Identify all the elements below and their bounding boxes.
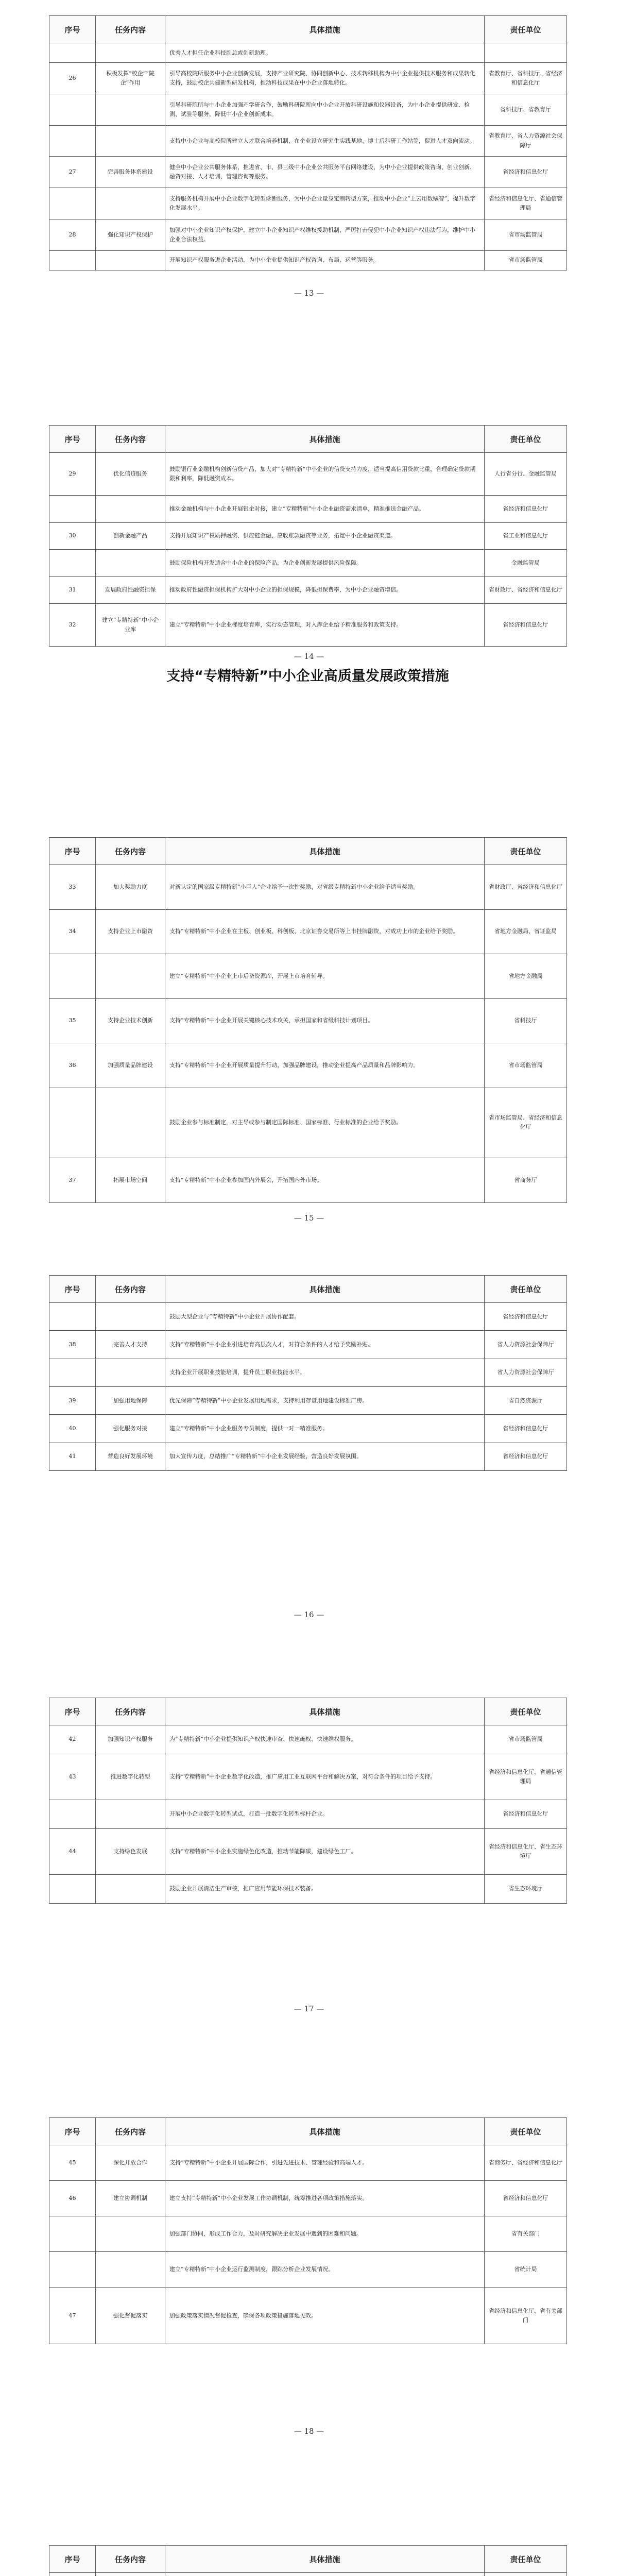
row-number: 45 — [49, 2145, 96, 2181]
measure-text: 支持“专精特新”中小企业数字化改造，推广应用工业互联网平台和解决方案，对符合条件的项目给予支持。 — [165, 1754, 485, 1800]
header-task: 任务内容 — [96, 1276, 165, 1303]
row-number — [49, 43, 96, 63]
responsible-unit: 省经济和信息化厅 — [485, 496, 567, 522]
row-number — [49, 2573, 96, 2576]
row-number — [49, 1800, 96, 1828]
responsible-unit: 省市场监管局 — [485, 219, 567, 250]
task-content — [96, 496, 165, 522]
row-number: 29 — [49, 453, 96, 496]
responsible-unit: 省市场监管局 — [485, 1725, 567, 1754]
responsible-unit: 金融监管局 — [485, 549, 567, 576]
measure-text: 支持“专精特新”中小企业开展国际合作，引进先进技术、管理经验和高端人才。 — [165, 2145, 485, 2181]
header-task: 任务内容 — [96, 426, 165, 453]
task-content — [96, 2216, 165, 2252]
responsible-unit: 省经济和信息化厅 — [485, 1800, 567, 1828]
header-task: 任务内容 — [96, 2546, 165, 2573]
measures-table — [49, 425, 567, 647]
row-number: 42 — [49, 1725, 96, 1754]
measure-text: 鼓励大型企业与“专精特新”中小企业开展协作配套。 — [165, 1303, 485, 1331]
table-row — [49, 1303, 567, 1331]
responsible-unit: 省财政厅、省经济和信息化厅 — [485, 865, 567, 910]
row-number — [49, 954, 96, 999]
row-number — [49, 94, 96, 126]
task-content: 建立协调机制 — [96, 2181, 165, 2216]
measure-text: 对新认定的国家级专精特新“小巨人”企业给予一次性奖励，对省级专精特新中小企业给予适当奖励。 — [165, 865, 485, 910]
table-row — [49, 2573, 567, 2576]
row-number — [49, 250, 96, 270]
measures-table — [49, 1275, 567, 1471]
responsible-unit: 省商务厅、省经济和信息化厅 — [485, 2145, 567, 2181]
header-no: 序号 — [49, 838, 96, 865]
responsible-unit: 省工业和信息化厅 — [485, 522, 567, 549]
row-number: 43 — [49, 1754, 96, 1800]
table-row — [49, 954, 567, 999]
measure-text: 支持“专精特新”中小企业引进培育高层次人才，对符合条件的人才给予奖励补贴。 — [165, 1331, 485, 1359]
measures-table — [49, 837, 567, 1203]
task-content: 营造良好发展环境 — [96, 1443, 165, 1470]
section-title: 支持“专精特新”中小企业高质量发展政策措施 — [166, 668, 449, 684]
page-number: — 17 — — [294, 2004, 324, 2013]
row-number: 31 — [49, 577, 96, 603]
table-row — [49, 1754, 567, 1800]
table-row — [49, 909, 567, 954]
measure-text: 为“专精特新”中小企业提供知识产权快速审查、快速确权、快速维权服务。 — [165, 1725, 485, 1754]
table-row — [49, 2216, 567, 2252]
responsible-unit: 省有关部门 — [485, 2216, 567, 2252]
measure-text: 鼓励企业参与标准制定，对主导或参与制定国际标准、国家标准、行业标准的企业给予奖励。 — [165, 1088, 485, 1158]
task-content — [96, 1874, 165, 1903]
row-number: 41 — [49, 1443, 96, 1470]
measure-text: 建立支持“专精特新”中小企业发展工作协调机制，统筹推进各项政策措施落实。 — [165, 2181, 485, 2216]
header-task: 任务内容 — [96, 1698, 165, 1725]
measure-text: 建立“专精特新”中小企业上市后备资源库，开展上市培育辅导。 — [165, 954, 485, 999]
measure-text: 引导科研院所与中小企业加强产学研合作，鼓励科研院所向中小企业开放科研设施和仪器设备，为中小企业提供研发、检测、试验等服务，降低中小企业创新成本。 — [165, 94, 485, 126]
row-number — [49, 1303, 96, 1331]
measure-text: 支持中小企业与高校院所建立人才联合培养机制，在企业设立研究生实践基地、博士后科研工作站等，促进人才双向流动。 — [165, 125, 485, 157]
responsible-unit: 省经济和信息化厅 — [485, 1303, 567, 1331]
responsible-unit: 省经济和信息化厅、省生态环境厅 — [485, 1829, 567, 1875]
table-row — [49, 2287, 567, 2344]
responsible-unit: 省地方金融局、省证监局 — [485, 909, 567, 954]
table-row — [49, 2252, 567, 2287]
measures-table — [49, 15, 567, 270]
task-content: 强化督促落实 — [96, 2287, 165, 2344]
page-number: — 14 — — [294, 652, 324, 661]
measure-text: 鼓励保险机构开发适合中小企业的保险产品，为企业创新发展提供风险保障。 — [165, 549, 485, 576]
header-no: 序号 — [49, 16, 96, 43]
table-row — [49, 94, 567, 126]
row-number — [49, 1874, 96, 1903]
table-row — [49, 1829, 567, 1875]
header-measure: 具体措施 — [165, 426, 485, 453]
measure-text — [165, 2573, 485, 2576]
responsible-unit: 省人力资源社会保障厅 — [485, 1359, 567, 1386]
table-row — [49, 577, 567, 603]
header-no: 序号 — [49, 426, 96, 453]
row-number: 27 — [49, 157, 96, 188]
task-content — [96, 188, 165, 219]
table-row — [49, 1386, 567, 1414]
table-row — [49, 43, 567, 63]
measure-text: 建立“专精特新”中小企业服务专员制度，提供一对一精准服务。 — [165, 1415, 485, 1443]
measure-text: 推动政府性融资担保机构扩大对中小企业的担保规模，降低担保费率，为中小企业融资增信。 — [165, 577, 485, 603]
task-content: 拓展市场空间 — [96, 1158, 165, 1203]
row-number: 32 — [49, 603, 96, 646]
task-content — [96, 43, 165, 63]
measure-text: 加强部门协同，形成工作合力，及时研究解决企业发展中遇到的困难和问题。 — [165, 2216, 485, 2252]
measure-text: 支持“专精特新”中小企业开展质量提升行动，加强品牌建设，推动企业提高产品质量和品牌影响力。 — [165, 1043, 485, 1088]
measure-text: 支持服务机构开展中小企业数字化转型诊断服务，为中小企业量身定制转型方案，推动中小企业“上云用数赋智”，提升数字化发展水平。 — [165, 188, 485, 219]
measure-text: 支持“专精特新”中小企业开展关键核心技术攻关，承担国家和省级科技计划项目。 — [165, 998, 485, 1043]
measure-text: 优秀人才担任企业科技副总或创新助理。 — [165, 43, 485, 63]
task-content — [96, 1359, 165, 1386]
responsible-unit: 人行省分行、金融监管局 — [485, 453, 567, 496]
responsible-unit: 省教育厅、省人力资源社会保障厅 — [485, 125, 567, 157]
measure-text: 支持开展知识产权质押融资、供应链金融、应收账款融资等业务，拓宽中小企业融资渠道。 — [165, 522, 485, 549]
header-task: 任务内容 — [96, 16, 165, 43]
table-row — [49, 125, 567, 157]
row-number — [49, 125, 96, 157]
responsible-unit: 省自然资源厅 — [485, 1386, 567, 1414]
row-number: 44 — [49, 1829, 96, 1875]
row-number: 37 — [49, 1158, 96, 1203]
row-number: 47 — [49, 2287, 96, 2344]
table-row — [49, 250, 567, 270]
table-header-row — [49, 1698, 567, 1725]
responsible-unit: 省生态环境厅 — [485, 1874, 567, 1903]
table-row — [49, 1800, 567, 1828]
task-content: 加强质量品牌建设 — [96, 1043, 165, 1088]
task-content — [96, 2573, 165, 2576]
task-content: 支持企业上市融资 — [96, 909, 165, 954]
responsible-unit: 省经济和信息化厅 — [485, 1415, 567, 1443]
task-content: 加强用地保障 — [96, 1386, 165, 1414]
table-header-row — [49, 838, 567, 865]
measure-text: 支持“专精特新”中小企业参加国内外展会，开拓国内外市场。 — [165, 1158, 485, 1203]
responsible-unit: 省市场监管局、省经济和信息化厅 — [485, 1088, 567, 1158]
table-row — [49, 453, 567, 496]
measure-text: 推动金融机构与中小企业开展银企对接，建立“专精特新”中小企业融资需求清单，精准推送金融产品。 — [165, 496, 485, 522]
table-row — [49, 1415, 567, 1443]
header-measure: 具体措施 — [165, 1276, 485, 1303]
header-unit: 责任单位 — [485, 426, 567, 453]
table-header-row — [49, 2118, 567, 2145]
measure-text: 加强政策落实情况督促检查，确保各项政策措施落地见效。 — [165, 2287, 485, 2344]
row-number — [49, 188, 96, 219]
task-content: 强化服务对接 — [96, 1415, 165, 1443]
header-task: 任务内容 — [96, 2118, 165, 2145]
responsible-unit: 省经济和信息化厅、省有关部门 — [485, 2287, 567, 2344]
table-header-row — [49, 2546, 567, 2573]
task-content — [96, 2252, 165, 2287]
header-measure: 具体措施 — [165, 2546, 485, 2573]
table-row — [49, 219, 567, 250]
measure-text: 建立“专精特新”中小企业运行监测制度，跟踪分析企业发展情况。 — [165, 2252, 485, 2287]
header-unit: 责任单位 — [485, 1698, 567, 1725]
header-task: 任务内容 — [96, 838, 165, 865]
task-content: 加大奖励力度 — [96, 865, 165, 910]
table-row — [49, 549, 567, 576]
header-no: 序号 — [49, 1698, 96, 1725]
table-row — [49, 865, 567, 910]
row-number — [49, 549, 96, 576]
row-number: 39 — [49, 1386, 96, 1414]
table-header-row — [49, 16, 567, 43]
responsible-unit: 省市场监管局 — [485, 1043, 567, 1088]
measure-text: 健全中小企业公共服务体系，推进省、市、县三级中小企业公共服务平台网络建设，为中小企业提供政策咨询、创业创新、融资对接、人才培训、管理咨询等服务。 — [165, 157, 485, 188]
row-number: 33 — [49, 865, 96, 910]
header-no: 序号 — [49, 1276, 96, 1303]
header-unit: 责任单位 — [485, 2118, 567, 2145]
table-row — [49, 998, 567, 1043]
table-row — [49, 1331, 567, 1359]
responsible-unit: 省地方金融局 — [485, 954, 567, 999]
table-header-row — [49, 1276, 567, 1303]
task-content: 加强知识产权服务 — [96, 1725, 165, 1754]
header-unit: 责任单位 — [485, 1276, 567, 1303]
measure-text: 支持“专精特新”中小企业在主板、创业板、科创板、北京证券交易所等上市挂牌融资，对成功上市的企业给予奖励。 — [165, 909, 485, 954]
task-content — [96, 1800, 165, 1828]
table-row — [49, 1043, 567, 1088]
task-content: 深化开放合作 — [96, 2145, 165, 2181]
table-row — [49, 1443, 567, 1470]
header-measure: 具体措施 — [165, 838, 485, 865]
page-number: — 18 — — [294, 2427, 324, 2436]
responsible-unit: 省经济和信息化厅、省通信管理局 — [485, 188, 567, 219]
measure-text: 鼓励企业开展清洁生产审核，推广应用节能环保技术装备。 — [165, 1874, 485, 1903]
table-row — [49, 1725, 567, 1754]
table-row — [49, 1088, 567, 1158]
responsible-unit: 省财政厅、省经济和信息化厅 — [485, 577, 567, 603]
table-row — [49, 157, 567, 188]
responsible-unit: 省经济和信息化厅 — [485, 157, 567, 188]
measure-text: 引导高校院所服务中小企业创新发展，支持产业研究院、协同创新中心、技术转移机构为中小企业提供技术服务和成果转化支持，鼓励校企共建新型研发机构，推动科技成果在中小企业落地转化。 — [165, 63, 485, 94]
responsible-unit: 省经济和信息化厅 — [485, 2181, 567, 2216]
row-number: 30 — [49, 522, 96, 549]
row-number — [49, 496, 96, 522]
measure-text: 鼓励银行业金融机构创新信贷产品，加大对“专精特新”中小企业的信贷支持力度，适当提高信用贷款比重，合理确定贷款期限和利率，降低融资成本。 — [165, 453, 485, 496]
measure-text: 加大宣传力度，总结推广“专精特新”中小企业发展经验，营造良好发展氛围。 — [165, 1443, 485, 1470]
table-row — [49, 1874, 567, 1903]
task-content — [96, 1303, 165, 1331]
task-content — [96, 954, 165, 999]
measure-text: 开展知识产权服务进企业活动，为中小企业提供知识产权咨询、布局、运营等服务。 — [165, 250, 485, 270]
responsible-unit: 省经济和信息化厅、省通信管理局 — [485, 1754, 567, 1800]
responsible-unit: 省教育厅、省科技厅、省经济和信息化厅 — [485, 63, 567, 94]
header-measure: 具体措施 — [165, 16, 485, 43]
measure-text: 开展中小企业数字化转型试点，打造一批数字化转型标杆企业。 — [165, 1800, 485, 1828]
row-number: 34 — [49, 909, 96, 954]
table-row — [49, 63, 567, 94]
row-number — [49, 2252, 96, 2287]
row-number — [49, 1088, 96, 1158]
measure-text: 支持企业开展职业技能培训，提升员工职业技能水平。 — [165, 1359, 485, 1386]
table-row — [49, 522, 567, 549]
header-unit: 责任单位 — [485, 16, 567, 43]
header-measure: 具体措施 — [165, 1698, 485, 1725]
task-content: 完善服务体系建设 — [96, 157, 165, 188]
table-header-row — [49, 426, 567, 453]
row-number — [49, 2216, 96, 2252]
header-no: 序号 — [49, 2546, 96, 2573]
responsible-unit: 省商务厅 — [485, 1158, 567, 1203]
measure-text: 优先保障“专精特新”中小企业发展用地需求，支持利用存量用地建设标准厂房。 — [165, 1386, 485, 1414]
measure-text: 建立“专精特新”中小企业梯度培育库，实行动态管理，对入库企业给予精准服务和政策支持。 — [165, 603, 485, 646]
responsible-unit — [485, 43, 567, 63]
row-number: 40 — [49, 1415, 96, 1443]
table-row — [49, 496, 567, 522]
table-row — [49, 2181, 567, 2216]
table-row — [49, 2145, 567, 2181]
table-row — [49, 1359, 567, 1386]
table-row — [49, 603, 567, 646]
task-content: 优化信贷服务 — [96, 453, 165, 496]
row-number: 36 — [49, 1043, 96, 1088]
task-content: 完善人才支持 — [96, 1331, 165, 1359]
task-content: 推进数字化转型 — [96, 1754, 165, 1800]
measure-text: 加强对中小企业知识产权保护，建立中小企业知识产权维权援助机制，严厉打击侵犯中小企业知识产权违法行为，维护中小企业合法权益。 — [165, 219, 485, 250]
task-content — [96, 549, 165, 576]
task-content: 积极发挥“校企”“院企”作用 — [96, 63, 165, 94]
row-number — [49, 1359, 96, 1386]
measures-table — [49, 2545, 567, 2576]
table-row — [49, 188, 567, 219]
task-content: 支持绿色发展 — [96, 1829, 165, 1875]
responsible-unit: 省统计局 — [485, 2252, 567, 2287]
task-content — [96, 94, 165, 126]
page-number: — 16 — — [294, 1610, 324, 1619]
responsible-unit: 省经济和信息化厅 — [485, 1443, 567, 1470]
task-content: 支持企业技术创新 — [96, 998, 165, 1043]
header-measure: 具体措施 — [165, 2118, 485, 2145]
responsible-unit: 省经济和信息化厅 — [485, 603, 567, 646]
measures-table — [49, 2117, 567, 2344]
table-row — [49, 1158, 567, 1203]
responsible-unit: 省科技厅、省教育厅 — [485, 94, 567, 126]
row-number: 35 — [49, 998, 96, 1043]
task-content — [96, 1088, 165, 1158]
header-no: 序号 — [49, 2118, 96, 2145]
row-number: 38 — [49, 1331, 96, 1359]
responsible-unit: 省市场监管局 — [485, 250, 567, 270]
responsible-unit: 省人力资源社会保障厅 — [485, 1331, 567, 1359]
row-number: 28 — [49, 219, 96, 250]
header-unit: 责任单位 — [485, 2546, 567, 2573]
measures-table — [49, 1698, 567, 1904]
row-number: 26 — [49, 63, 96, 94]
task-content: 发展政府性融资担保 — [96, 577, 165, 603]
task-content — [96, 250, 165, 270]
page-number: — 13 — — [294, 289, 324, 298]
page-number: — 15 — — [294, 1213, 324, 1223]
task-content — [96, 125, 165, 157]
responsible-unit: 省科技厅 — [485, 998, 567, 1043]
task-content: 强化知识产权保护 — [96, 219, 165, 250]
task-content: 创新金融产品 — [96, 522, 165, 549]
task-content: 建立“专精特新”中小企业库 — [96, 603, 165, 646]
header-unit: 责任单位 — [485, 838, 567, 865]
row-number: 46 — [49, 2181, 96, 2216]
measure-text: 支持“专精特新”中小企业实施绿色化改造，推动节能降碳，建设绿色工厂。 — [165, 1829, 485, 1875]
responsible-unit — [485, 2573, 567, 2576]
